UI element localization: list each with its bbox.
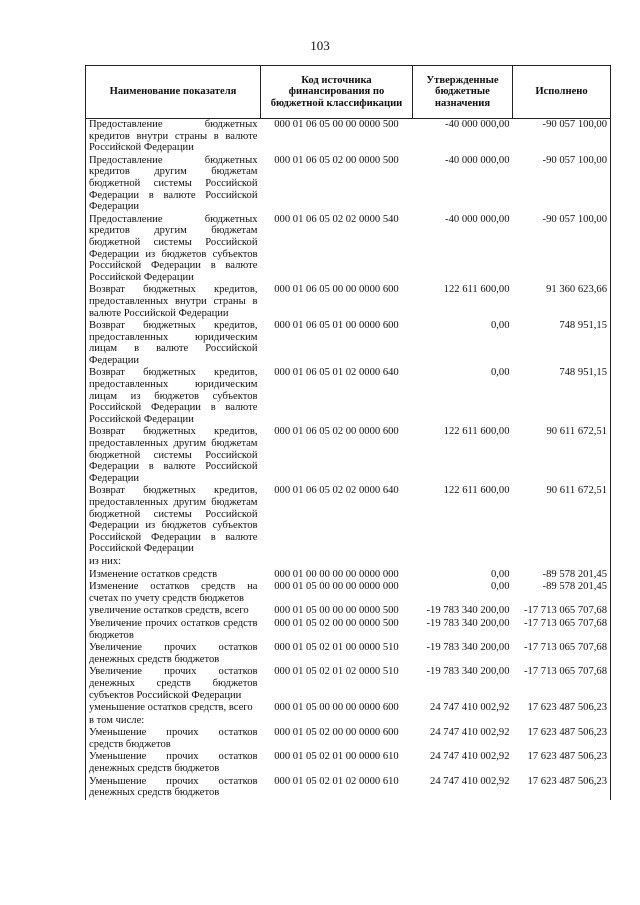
table-row xyxy=(86,776,611,800)
cell-indicator-name: Возврат бюджетных кредитов, предоставленных юридическим лицам в валюте Российской Федерации xyxy=(86,320,261,367)
table-row xyxy=(86,715,611,728)
cell-executed: 748 951,15 xyxy=(513,320,611,367)
cell-approved: -40 000 000,00 xyxy=(445,154,510,166)
table-row xyxy=(86,426,611,485)
cell-executed: 17 623 487 506,23 xyxy=(513,776,611,800)
table-row xyxy=(86,320,611,367)
cell-executed: -90 057 100,00 xyxy=(513,155,611,214)
cell-indicator-name: Увеличение прочих остатков денежных средств бюджетов субъектов Российской Федерации xyxy=(86,666,261,702)
table-row xyxy=(86,642,611,666)
table-row xyxy=(86,581,611,605)
cell-executed: -90 057 100,00 xyxy=(513,214,611,285)
header-indicator-name: Наименование показателя xyxy=(86,66,261,119)
cell-executed: -89 578 201,45 xyxy=(513,569,611,582)
cell-approved: 0,00 xyxy=(490,581,510,593)
cell-source-code: 000 01 06 05 01 00 0000 600 xyxy=(274,320,399,332)
table-row xyxy=(86,666,611,702)
cell-indicator-name: Уменьшение прочих остатков денежных средств бюджетов xyxy=(86,751,261,775)
cell-indicator-name: Предоставление бюджетных кредитов другим бюджетам бюджетной системы Российской Федерации в валюте Российской Федерации xyxy=(86,155,261,214)
cell-approved: 0,00 xyxy=(490,367,510,379)
table-row xyxy=(86,155,611,214)
cell-executed: -90 057 100,00 xyxy=(513,119,611,155)
table-row xyxy=(86,367,611,426)
cell-approved: -19 783 340 200,00 xyxy=(426,666,510,678)
table-row xyxy=(86,214,611,285)
cell-source-code: 000 01 06 05 02 02 0000 640 xyxy=(274,485,399,497)
table-row xyxy=(86,751,611,775)
cell-approved: -19 783 340 200,00 xyxy=(426,617,510,629)
cell-source-code: 000 01 05 02 01 00 0000 610 xyxy=(274,751,399,763)
cell-approved: -40 000 000,00 xyxy=(445,213,510,225)
cell-executed: 90 611 672,51 xyxy=(513,426,611,485)
cell-approved xyxy=(413,715,513,728)
table-row xyxy=(86,618,611,642)
cell-approved: 122 611 600,00 xyxy=(443,485,510,497)
cell-executed: -17 713 065 707,68 xyxy=(513,642,611,666)
cell-source-code xyxy=(261,715,413,728)
cell-executed: 91 360 623,66 xyxy=(513,284,611,320)
cell-source-code: 000 01 06 05 00 00 0000 600 xyxy=(274,284,399,296)
cell-source-code: 000 01 05 00 00 00 0000 600 xyxy=(274,702,399,714)
cell-approved: 0,00 xyxy=(490,568,510,580)
table-row xyxy=(86,702,611,715)
cell-executed xyxy=(513,715,611,728)
cell-indicator-name: Уменьшение прочих остатков денежных средств бюджетов xyxy=(86,776,261,800)
cell-executed: -17 713 065 707,68 xyxy=(513,618,611,642)
cell-approved: 24 747 410 002,92 xyxy=(430,751,510,763)
table-row xyxy=(86,605,611,618)
table-row xyxy=(86,569,611,582)
cell-source-code: 000 01 05 00 00 00 0000 000 xyxy=(274,581,399,593)
cell-indicator-name: Предоставление бюджетных кредитов другим бюджетам бюджетной системы Российской Федерации из бюджетов субъектов Российской Федерации в валюте Российской Федерации xyxy=(86,214,261,285)
cell-approved: -19 783 340 200,00 xyxy=(426,605,510,617)
table-row xyxy=(86,485,611,556)
cell-indicator-name: Возврат бюджетных кредитов, предоставленных другим бюджетам бюджетной системы Российской Федерации из бюджетов субъектов Российской Федерации в валюте Российской Федерации xyxy=(86,485,261,556)
table-row xyxy=(86,556,611,569)
cell-source-code: 000 01 05 00 00 00 0000 500 xyxy=(274,605,399,617)
cell-approved: -40 000 000,00 xyxy=(445,119,510,130)
cell-executed: -17 713 065 707,68 xyxy=(513,666,611,702)
cell-source-code: 000 01 06 05 01 02 0000 640 xyxy=(274,367,399,379)
cell-approved: 0,00 xyxy=(490,320,510,332)
cell-indicator-name: Увеличение прочих остатков средств бюджетов xyxy=(86,618,261,642)
cell-executed: 17 623 487 506,23 xyxy=(513,702,611,715)
cell-source-code xyxy=(261,556,413,569)
cell-source-code: 000 01 05 02 01 00 0000 510 xyxy=(274,642,399,654)
cell-executed: 17 623 487 506,23 xyxy=(513,727,611,751)
cell-approved: -19 783 340 200,00 xyxy=(426,642,510,654)
cell-indicator-name: Предоставление бюджетных кредитов внутри страны в валюте Российской Федерации xyxy=(86,119,261,155)
header-executed: Исполнено xyxy=(513,66,611,119)
cell-approved: 24 747 410 002,92 xyxy=(430,727,510,739)
table-row xyxy=(86,284,611,320)
header-approved-assignments: Утвержденные бюджетные назначения xyxy=(413,66,513,119)
cell-source-code: 000 01 05 02 01 02 0000 510 xyxy=(274,666,399,678)
cell-executed xyxy=(513,556,611,569)
cell-source-code: 000 01 06 05 02 00 0000 600 xyxy=(274,426,399,438)
cell-source-code: 000 01 05 02 01 02 0000 610 xyxy=(274,775,399,787)
cell-executed: -17 713 065 707,68 xyxy=(513,605,611,618)
cell-indicator-name: из них: xyxy=(86,556,261,569)
cell-source-code: 000 01 00 00 00 00 0000 000 xyxy=(274,568,399,580)
cell-approved: 122 611 600,00 xyxy=(443,284,510,296)
financing-sources-table xyxy=(85,65,611,800)
cell-source-code: 000 01 06 05 00 00 0000 500 xyxy=(274,119,399,130)
cell-approved: 122 611 600,00 xyxy=(443,426,510,438)
cell-indicator-name: в том числе: xyxy=(86,715,261,728)
cell-indicator-name: уменьшение остатков средств, всего xyxy=(86,702,261,715)
cell-indicator-name: Уменьшение прочих остатков средств бюджетов xyxy=(86,727,261,751)
cell-indicator-name: Возврат бюджетных кредитов, предоставленных другим бюджетам бюджетной системы Российской Федерации в валюте Российской Федерации xyxy=(86,426,261,485)
cell-executed: 17 623 487 506,23 xyxy=(513,751,611,775)
cell-approved xyxy=(413,556,513,569)
cell-indicator-name: Изменение остатков средств xyxy=(86,569,261,582)
cell-indicator-name: Увеличение прочих остатков денежных средств бюджетов xyxy=(86,642,261,666)
table-row xyxy=(86,119,611,155)
cell-approved: 24 747 410 002,92 xyxy=(430,702,510,714)
cell-source-code: 000 01 05 02 00 00 0000 600 xyxy=(274,727,399,739)
cell-executed: -89 578 201,45 xyxy=(513,581,611,605)
cell-indicator-name: увеличение остатков средств, всего xyxy=(86,605,261,618)
table-body xyxy=(86,119,611,800)
cell-indicator-name: Возврат бюджетных кредитов, предоставленных юридическим лицам из бюджетов субъектов Российской Федерации в валюте Российской Федерации xyxy=(86,367,261,426)
cell-indicator-name: Возврат бюджетных кредитов, предоставленных внутри страны в валюте Российской Федерации xyxy=(86,284,261,320)
table-row xyxy=(86,727,611,751)
cell-executed: 748 951,15 xyxy=(513,367,611,426)
cell-executed: 90 611 672,51 xyxy=(513,485,611,556)
page-number: 103 xyxy=(310,38,330,53)
cell-source-code: 000 01 06 05 02 00 0000 500 xyxy=(274,154,399,166)
header-source-code: Код источника финансирования по бюджетной классификации xyxy=(261,66,413,119)
cell-source-code: 000 01 05 02 00 00 0000 500 xyxy=(274,617,399,629)
cell-approved: 24 747 410 002,92 xyxy=(430,775,510,787)
cell-indicator-name: Изменение остатков средств на счетах по учету средств бюджетов xyxy=(86,581,261,605)
table-header-row xyxy=(86,66,611,119)
cell-source-code: 000 01 06 05 02 02 0000 540 xyxy=(274,213,399,225)
